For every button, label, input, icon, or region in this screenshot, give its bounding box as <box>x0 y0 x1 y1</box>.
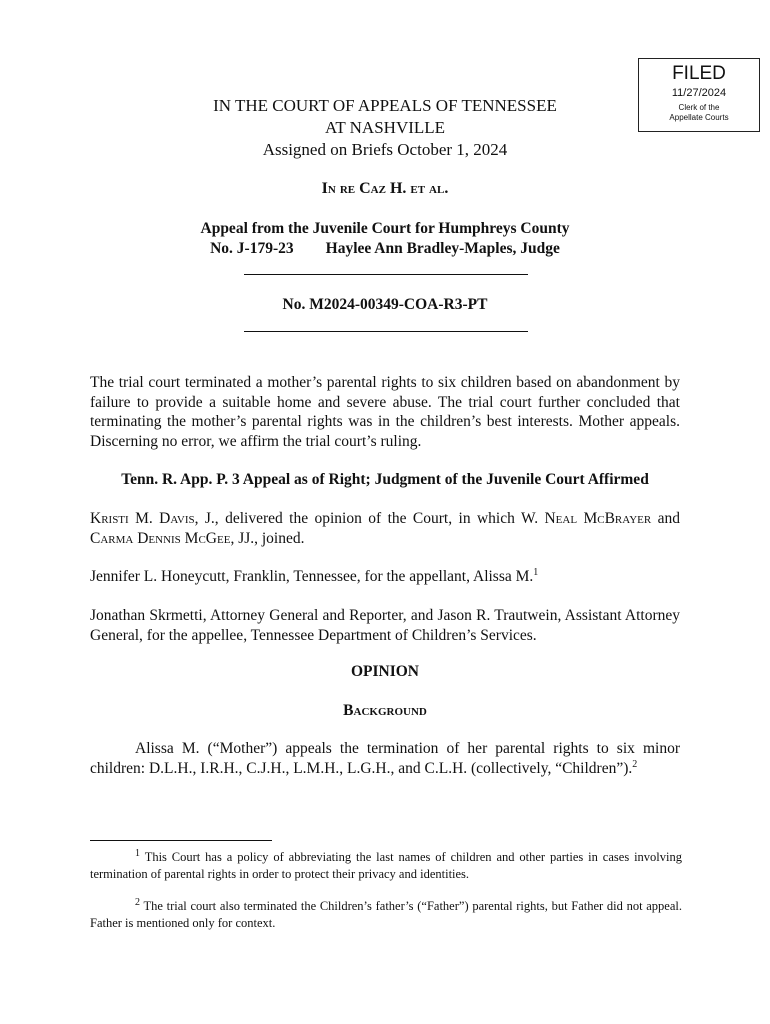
authorship-text-b: and <box>651 510 680 527</box>
footnote-1 <box>90 849 682 883</box>
footnote-2-text: The trial court also terminated the Children’s father’s (“Father”) parental rights, but Father did not appeal. Father is mentioned only for context. <box>90 899 682 930</box>
authorship-line <box>90 509 680 548</box>
background-heading: Background <box>343 702 427 719</box>
footnote-2 <box>90 898 682 932</box>
appeal-from: Appeal from the Juvenile Court for Humphreys County <box>200 220 570 237</box>
footnote-ref-2[interactable]: 2 <box>632 758 638 770</box>
appellant-counsel-text: Jennifer L. Honeycutt, Franklin, Tennessee, for the appellant, Alissa M. <box>90 568 534 585</box>
footnote-ref-1[interactable]: 1 <box>533 566 539 578</box>
court-name: IN THE COURT OF APPEALS OF TENNESSEE <box>213 96 557 115</box>
footnote-mark-1: 1 <box>135 847 140 859</box>
appellant-counsel <box>90 567 680 587</box>
joining-judge-2: Carma Dennis McGee <box>90 529 231 547</box>
lower-docket-number: No. J-179-23 <box>210 240 294 257</box>
assigned-date: Assigned on Briefs October 1, 2024 <box>262 140 508 159</box>
authorship-text-a: , J., delivered the opinion of the Court, in which W. <box>194 510 545 527</box>
footnote-mark-2: 2 <box>135 896 140 908</box>
stamp-date: 11/27/2024 <box>671 87 727 99</box>
disposition: Tenn. R. App. P. 3 Appeal as of Right; Judgment of the Juvenile Court Affirmed <box>121 471 649 488</box>
body-paragraph-text: Alissa M. (“Mother”) appeals the termination of her parental rights to six minor children: D.L.H., I.R.H., C.J.H., L.M.H., L.G.H., and C.L.H. (collectively, “Children”). <box>90 740 680 777</box>
stamp-line-2: Appellate Courts <box>669 113 729 122</box>
trial-judge: Haylee Ann Bradley-Maples, Judge <box>325 240 560 257</box>
authorship-text-c: , JJ., joined. <box>230 529 305 547</box>
stamp-line-1: Clerk of the <box>678 103 720 112</box>
appellee-counsel: Jonathan Skrmetti, Attorney General and Reporter, and Jason R. Trautwein, Assistant Attorney General, for the appellee, Tennessee Department of Children’s Services. <box>90 607 680 644</box>
case-summary: The trial court terminated a mother’s parental rights to six children based on abandonment by failure to provide a suitable home and severe abuse. The trial court further concluded that terminating the mother’s parental rights was in the children’s best interests. Mother appeals. Discerning no error, we affirm the trial court’s ruling. <box>90 374 680 450</box>
footnote-1-text: This Court has a policy of abbreviating the last names of children and other parties in cases involving termination of parental rights in order to protect their privacy and identities. <box>90 850 682 881</box>
stamp-title: FILED <box>672 63 726 84</box>
court-location: AT NASHVILLE <box>324 118 446 137</box>
case-number: No. M2024-00349-COA-R3-PT <box>282 296 488 313</box>
opinion-heading: OPINION <box>350 663 420 680</box>
joining-judge-1: Neal McBrayer <box>544 510 652 527</box>
author-judge: Kristi M. Davis <box>90 510 195 527</box>
lower-court-line <box>0 239 770 259</box>
footnote-divider <box>90 840 272 841</box>
body-paragraph <box>90 739 680 778</box>
case-name: In re Caz H. et al. <box>321 180 449 197</box>
divider-bottom <box>244 331 528 332</box>
divider-top <box>244 274 528 275</box>
